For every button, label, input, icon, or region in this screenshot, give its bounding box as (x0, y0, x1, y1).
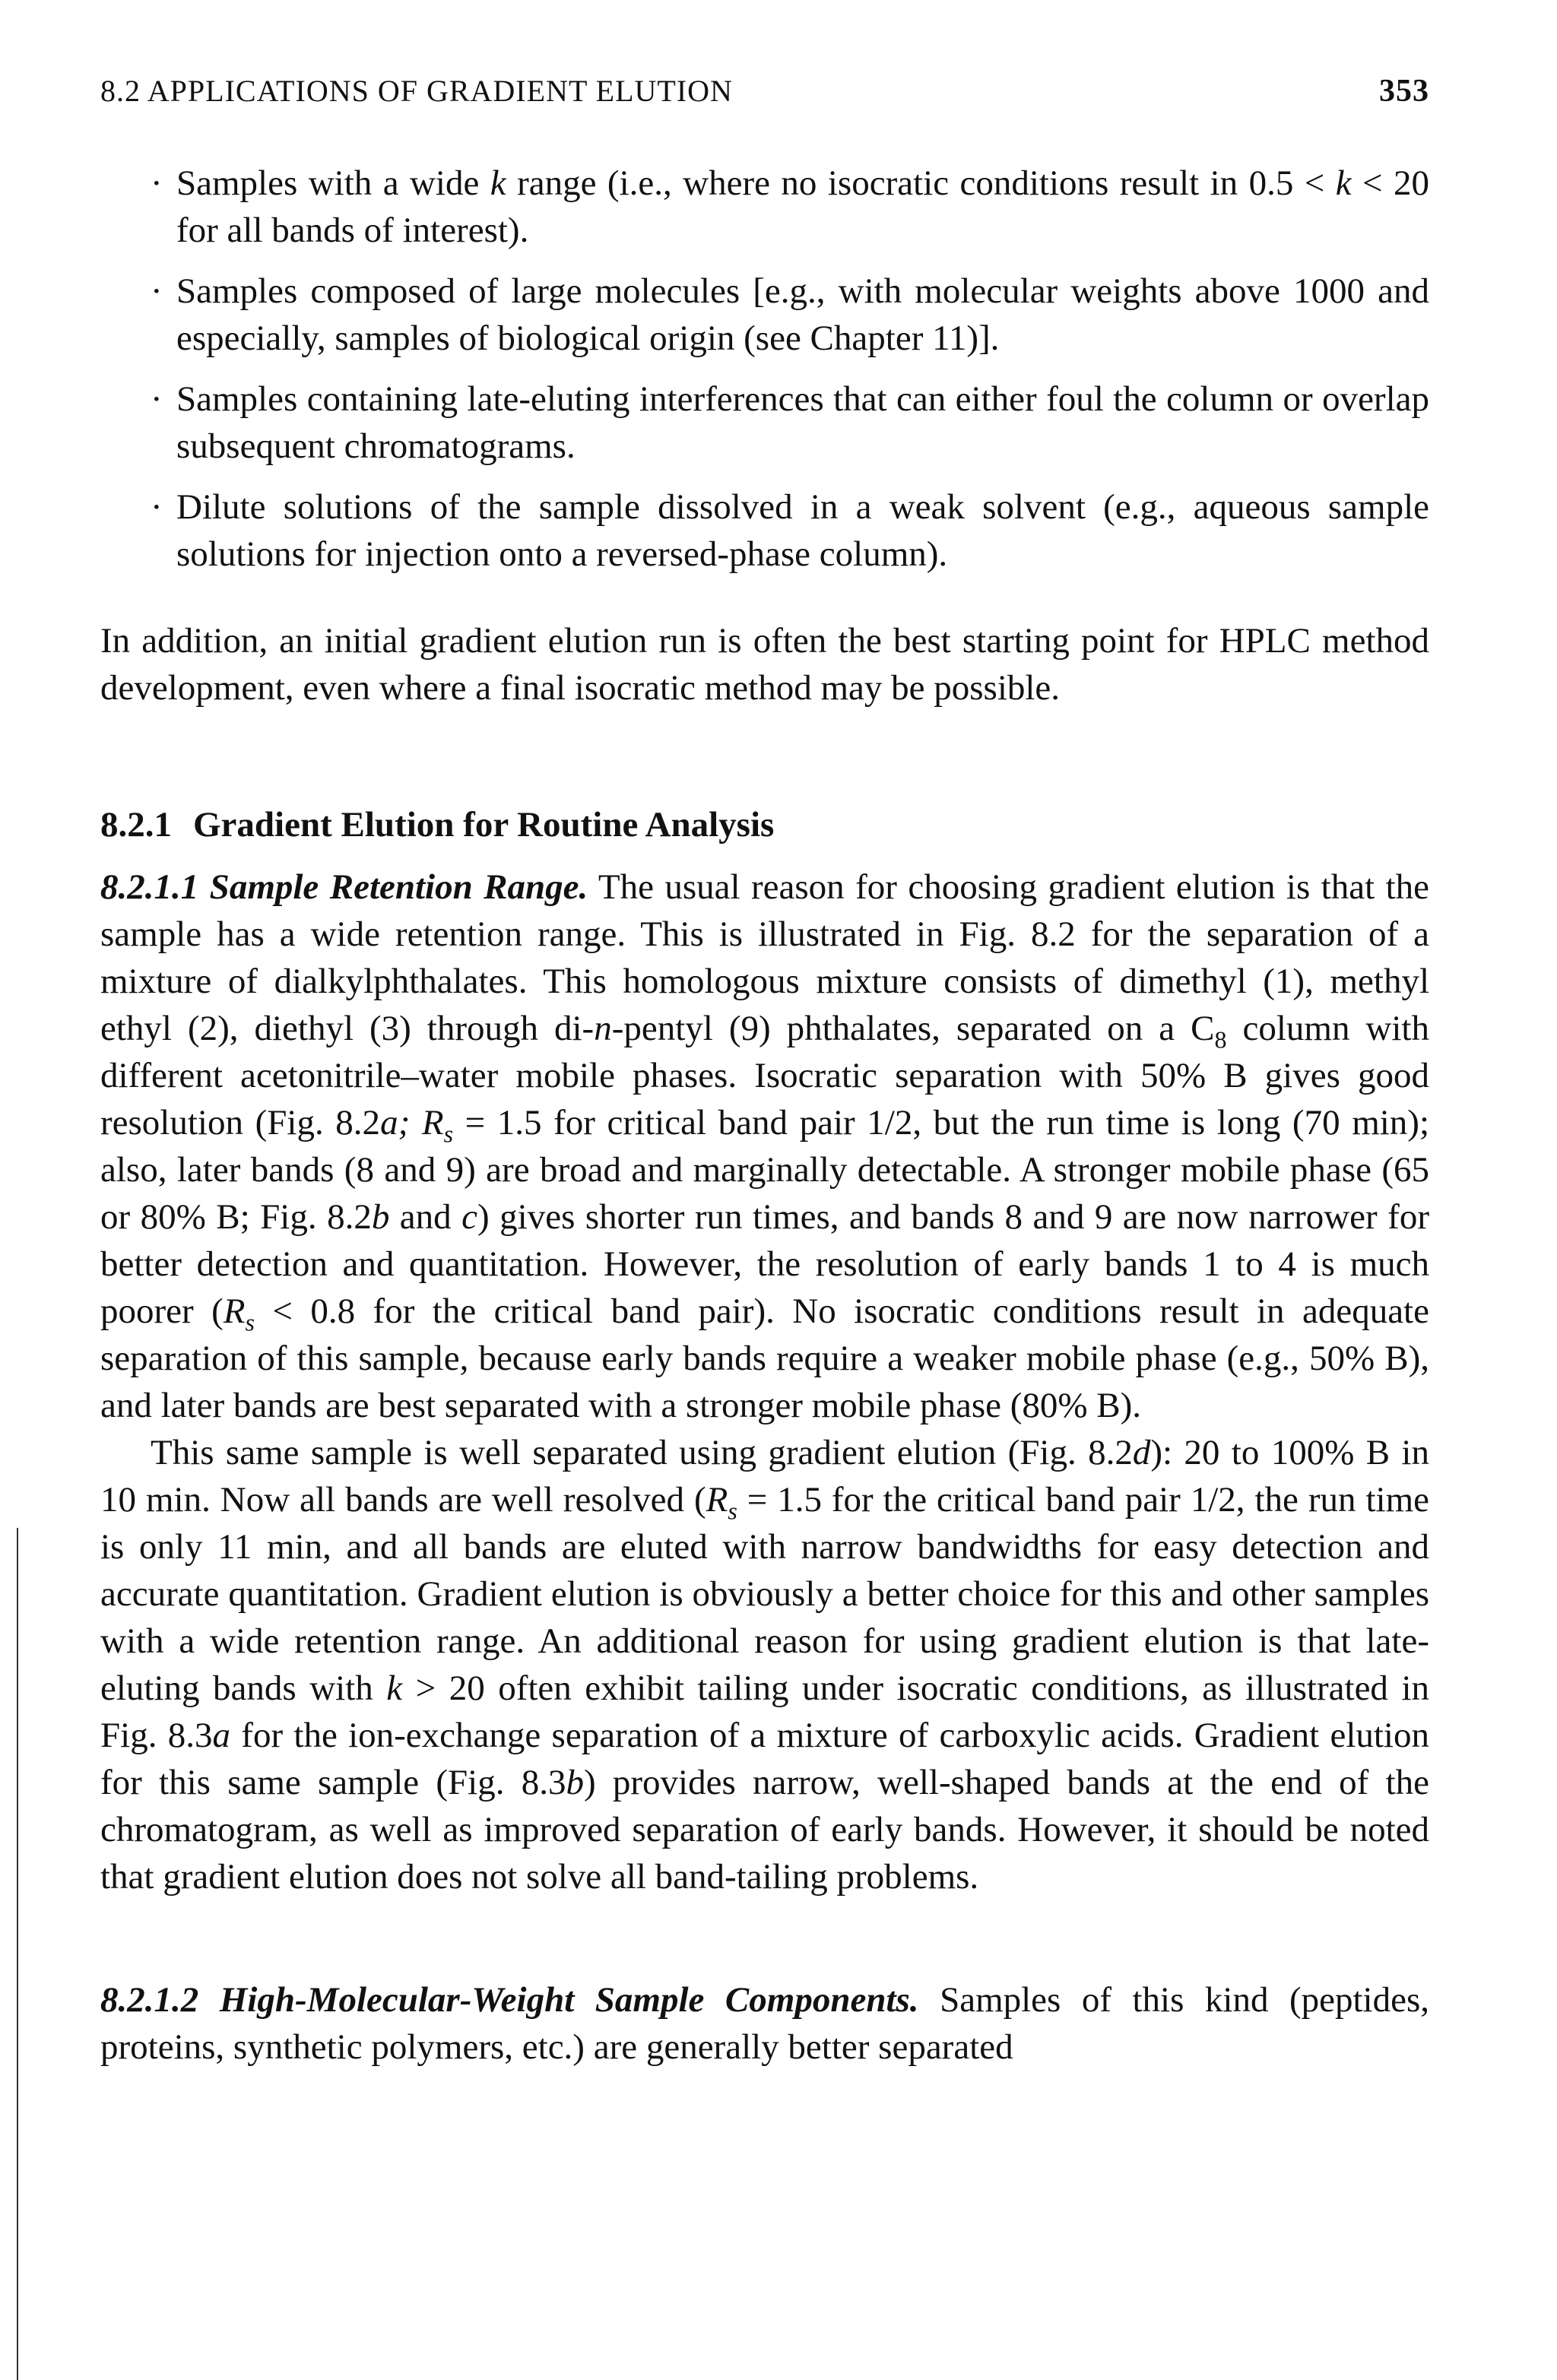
bullet-text: < 20 for all bands of interest). (176, 163, 1429, 250)
var-r: R (223, 1291, 246, 1331)
page-number: 353 (1379, 74, 1429, 109)
text-run: The usual reason for choosing gradient elution is that the sample has a wide retention range. This is illustrated in Fig. 8.2 for the separation of a mixture of dialkylphthalates. This homologous mixture consists of dimethyl (1), methyl ethyl (2), diethyl (3) through di- (100, 867, 1429, 1048)
subscript: s (245, 1308, 255, 1336)
bullet-item (100, 376, 1429, 470)
margin-rule (17, 1528, 18, 2380)
subsection-heading: 8.2.1.1 Sample Retention Range. (100, 867, 588, 907)
text-run: < 0.8 for the critical band pair). No isocratic conditions result in adequate separation of this sample, because early bands require a weaker mobile phase (e.g., 50% B), and later bands are best separated with a stronger mobile phase (80% B). (100, 1291, 1429, 1425)
text-run: -pentyl (9) phthalates, separated on a C (611, 1009, 1215, 1048)
paragraph-gradient-example (100, 1429, 1429, 1900)
var-k: k (1335, 163, 1352, 203)
var-k: k (490, 163, 506, 203)
running-head (100, 71, 1429, 111)
text-run: column with different acetonitrile–water mobile phases. Isocratic separation with 50% B gives good resolution (Fig. 8.2 (100, 1009, 1429, 1142)
bullet-text: Samples with a wide (176, 163, 490, 203)
bullet-text: Dilute solutions of the sample dissolved in a weak solvent (e.g., aqueous sample solutions for injection onto a reversed-phase column). (176, 487, 1429, 574)
italic-run: c (461, 1197, 478, 1237)
text-run: = 1.5 for the critical band pair 1/2, the run time is only 11 min, and all bands are eluted with narrow bandwidths for easy detection and accurate quantitation. Gradient elution is obviously a better choice for this and other samples with a wide retention range. An additional reason for using gradient elution is that late-eluting bands with (100, 1480, 1429, 1708)
text-run: and (389, 1197, 462, 1237)
bullet-item (100, 268, 1429, 362)
section-number: 8.2.1 (100, 805, 172, 845)
text-run: ): 20 to 100% B in 10 min. Now all bands are well resolved ( (100, 1433, 1429, 1520)
italic-run: a; (380, 1103, 411, 1142)
italic-run: b (371, 1197, 390, 1237)
bullet-item (100, 483, 1429, 578)
italic-run: b (566, 1763, 584, 1802)
var-k: k (386, 1669, 403, 1708)
section-title: Gradient Elution for Routine Analysis (193, 805, 775, 845)
bullet-mark: · (151, 379, 163, 419)
bullet-text: Samples composed of large molecules [e.g., with molecular weights above 1000 and especially, samples of biological origin (see Chapter 11)]. (176, 271, 1429, 358)
section-heading (100, 801, 1429, 848)
var-r: R (706, 1480, 728, 1520)
bullet-text: range (i.e., where no isocratic conditions result in 0.5 < (506, 163, 1336, 203)
paragraph-high-mw (100, 1976, 1429, 2071)
bullet-mark: · (151, 163, 163, 203)
page (100, 71, 1429, 2071)
italic-run: n (594, 1009, 612, 1048)
bullet-mark: · (151, 487, 163, 527)
bullet-item (100, 160, 1429, 254)
subsection-heading: 8.2.1.2 High-Molecular-Weight Sample Components. (100, 1980, 919, 2020)
text-run: Samples of this kind (peptides, proteins, synthetic polymers, etc.) are generally better separated (100, 1980, 1429, 2067)
text-run: = 1.5 for critical band pair 1/2, but the run time is long (70 min); also, later bands (8 and 9) are broad and marginally detectable. A stronger mobile phase (65 or 80% B; Fig. 8.2 (100, 1103, 1430, 1237)
text-run: ) provides narrow, well-shaped bands at the end of the chromatogram, as well as improved separation of early bands. However, it should be noted that gradient elution does not solve all band-tailing problems. (100, 1763, 1429, 1897)
text-run: > 20 often exhibit tailing under isocratic conditions, as illustrated in Fig. 8.3 (100, 1669, 1429, 1755)
bullet-text: Samples containing late-eluting interferences that can either foul the column or overlap subsequent chromatograms. (176, 379, 1429, 466)
subscript: s (443, 1120, 454, 1148)
paragraph-retention-range (100, 864, 1429, 1429)
bullet-list (100, 160, 1429, 578)
italic-run: d (1132, 1433, 1151, 1472)
intro-paragraph: In addition, an initial gradient elution run is often the best starting point for HPLC method development, even where a final isocratic method may be possible. (100, 621, 1429, 708)
var-r: R (421, 1103, 444, 1142)
subscript: 8 (1214, 1025, 1227, 1054)
subscript: s (728, 1497, 737, 1525)
text-run: ) gives shorter run times, and bands 8 and 9 are now narrower for better detection and quantitation. However, the resolution of early bands 1 to 4 is much poorer ( (100, 1197, 1429, 1331)
text-run: for the ion-exchange separation of a mixture of carboxylic acids. Gradient elution for this same sample (Fig. 8.3 (100, 1716, 1429, 1802)
running-head-title: 8.2 APPLICATIONS OF GRADIENT ELUTION (100, 74, 733, 108)
text-run: This same sample is well separated using gradient elution (Fig. 8.2 (151, 1433, 1133, 1472)
italic-run: a (212, 1716, 230, 1755)
bullet-mark: · (151, 271, 163, 311)
